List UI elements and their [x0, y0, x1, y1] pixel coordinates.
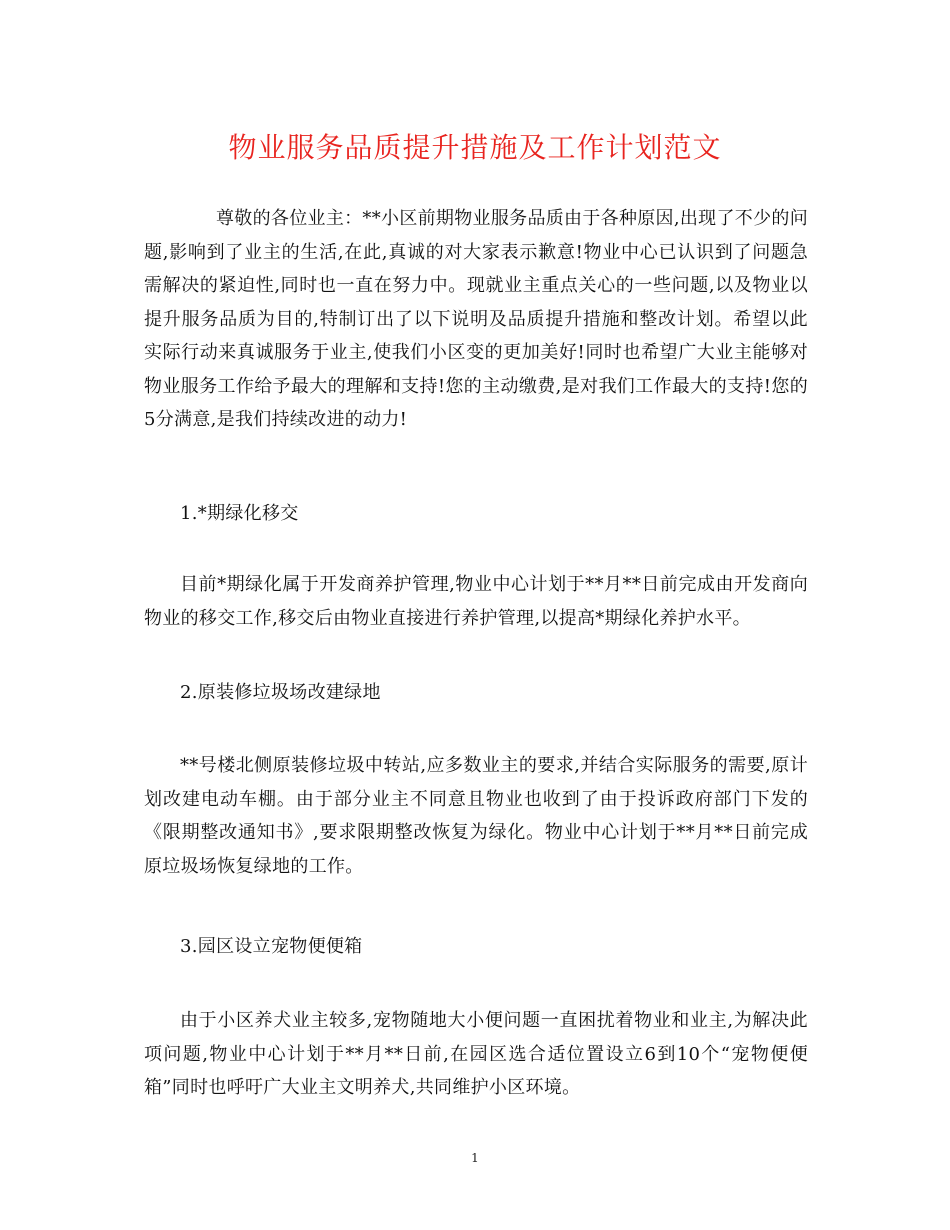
section-paragraph-1: 目前*期绿化属于开发商养护管理,物业中心计划于**月**日前完成由开发商向物业的移交工作,移交后由物业直接进行养护管理,以提高*期绿化养护水平。: [144, 574, 808, 629]
document-title: 物业服务品质提升措施及工作计划范文: [228, 131, 722, 164]
section-paragraph-2: **号楼北侧原装修垃圾中转站,应多数业主的要求,并结合实际服务的需要,原计划改建电动车棚。由于部分业主不同意且物业也收到了由于投诉政府部门下发的《限期整改通知书》,要求限期整改恢复为绿化。物业中心计划于**月**日前完成原垃圾场恢复绿地的工作。: [144, 755, 808, 877]
section-heading-1: 1.*期绿化移交: [180, 503, 299, 524]
section-heading-2: 2.原装修垃圾场改建绿地: [180, 682, 381, 703]
intro-paragraph: 尊敬的各位业主：**小区前期物业服务品质由于各种原因,出现了不少的问题,影响到了业主的生活,在此,真诚的对大家表示歉意!物业中心已认识到了问题急需解决的紧迫性,同时也一直在努力中。现就业主重点关心的一些问题,以及物业以提升服务品质为目的,特制订出了以下说明及品质提升措施和整改计划。希望以此实际行动来真诚服务于业主,使我们小区变的更加美好!同时也希望广大业主能够对物业服务工作给予最大的理解和支持!您的主动缴费,是对我们工作最大的支持!您的5分满意,是我们持续改进的动力!: [144, 208, 808, 430]
section-heading-3: 3.园区设立宠物便便箱: [180, 936, 363, 957]
page-number: 1: [471, 1151, 479, 1165]
section-paragraph-3: 由于小区养犬业主较多,宠物随地大小便问题一直困扰着物业和业主,为解决此项问题,物业中心计划于**月**日前,在园区选合适位置设立6到10个“宠物便便箱”同时也呼吁广大业主文明养犬,共同维护小区环境。: [144, 1010, 808, 1098]
